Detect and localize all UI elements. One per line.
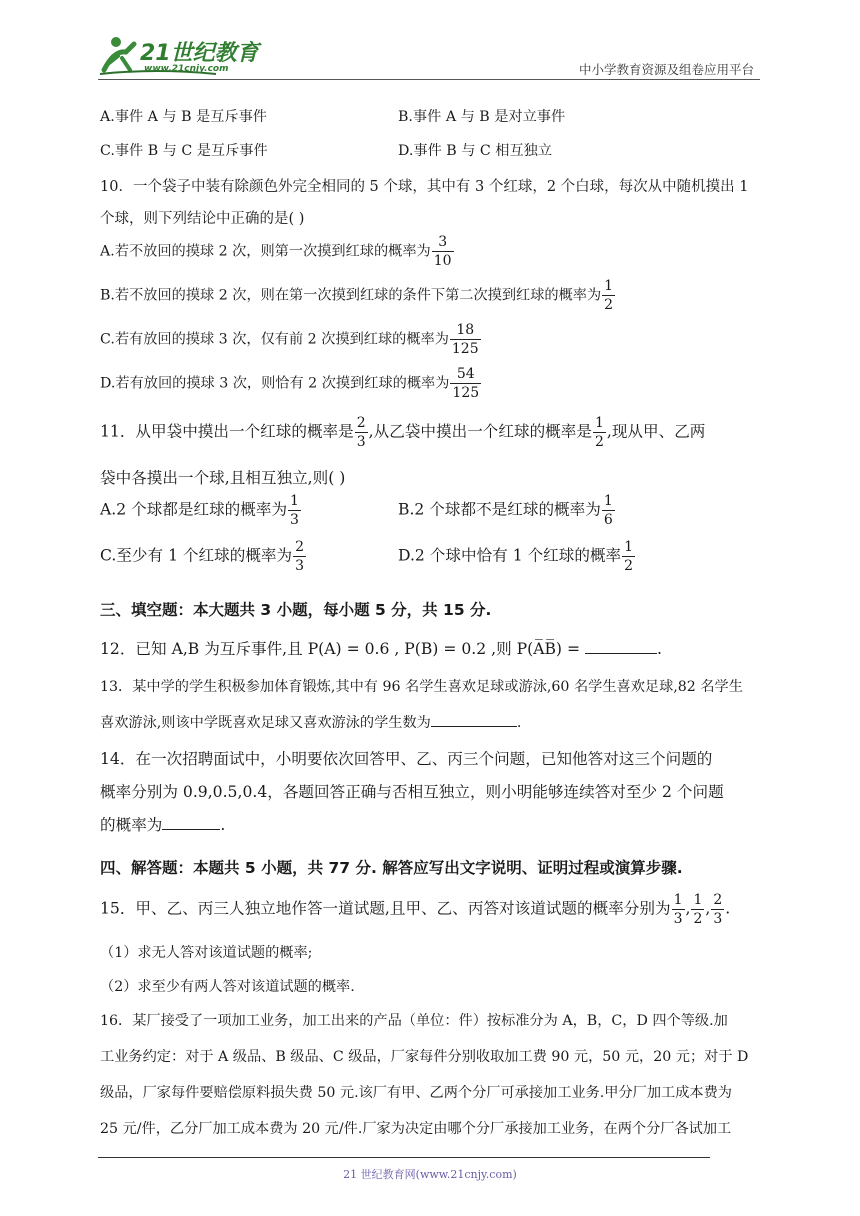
- q11-option-a: [100, 494, 302, 527]
- header-platform-text: 中小学教育资源及组卷应用平台: [578, 62, 754, 77]
- q11-stem-line1: [100, 416, 705, 449]
- logo-url: www.21cnjy.com: [144, 64, 229, 74]
- denominator: 2: [594, 434, 604, 450]
- q15-part-2: （2）求至少有两人答对该道试题的概率.: [100, 979, 355, 995]
- q11-option-d: [398, 540, 636, 573]
- fraction: [602, 494, 615, 527]
- denominator: 3: [295, 558, 305, 574]
- q16-line3: 级品，厂家每件要赔偿原料损失费 50 元.该厂有甲、乙两个分厂可承接加工业务.甲分厂加工成本费为: [100, 1085, 732, 1101]
- numerator: 2: [356, 415, 366, 431]
- numerator: 1: [603, 493, 613, 509]
- q10-option-b-text: B.若不放回的摸球 2 次，则在第一次摸到红球的条件下第二次摸到红球的概率为: [100, 287, 602, 304]
- denominator: 3: [713, 911, 723, 927]
- denominator: 10: [433, 253, 452, 269]
- footer-divider: [98, 1157, 710, 1158]
- q14-end: .: [220, 816, 226, 834]
- q12-end: .: [656, 640, 662, 658]
- fraction: [711, 893, 724, 926]
- fraction: [293, 540, 306, 573]
- fraction: [593, 416, 606, 449]
- denominator: 2: [624, 558, 634, 574]
- q14-line1: 14．在一次招聘面试中，小明要依次回答甲、乙、丙三个问题，已知他答对这三个问题的: [100, 750, 713, 768]
- denominator: 2: [604, 297, 614, 313]
- q10-option-d: [100, 367, 482, 400]
- q13-line1: 13．某中学的学生积极参加体育锻炼,其中有 96 名学生喜欢足球或游泳,60 名学生喜欢足球,82 名学生: [100, 679, 743, 695]
- answer-blank[interactable]: [431, 714, 517, 727]
- q11-option-c-text: C.至少有 1 个红球的概率为: [100, 546, 293, 565]
- q11-stem-line2: 袋中各摸出一个球,且相互独立,则( ): [100, 469, 346, 487]
- q13-end: .: [516, 715, 522, 731]
- q11-text-3: ,现从甲、乙两: [606, 422, 706, 441]
- section-3-heading: 三、填空题：本大题共 3 小题，每小题 5 分，共 15 分.: [100, 601, 492, 619]
- numerator: 1: [604, 278, 614, 294]
- numerator: 1: [594, 415, 604, 431]
- numerator: 1: [290, 493, 299, 509]
- q10-stem-line1: 10．一个袋子中装有除颜色外完全相同的 5 个球，其中有 3 个红球，2 个白球，每次从中随机摸出 1: [100, 179, 749, 195]
- fraction: [288, 494, 301, 527]
- denominator: 125: [451, 341, 479, 357]
- q11-option-b-text: B.2 个球都不是红球的概率为: [398, 500, 601, 519]
- q16-line4: 25 元/件，乙分厂加工成本费为 20 元/件.厂家为决定由哪个分厂承接加工业务，在两个分厂各试加工: [100, 1121, 732, 1137]
- numerator: 3: [438, 234, 448, 250]
- q16-line1: 16．某厂接受了一项加工业务，加工出来的产品（单位：件）按标准分为 A，B，C，D 四个等级.加: [100, 1013, 728, 1029]
- q10-option-c: [100, 323, 482, 356]
- fraction: [672, 893, 685, 926]
- q11-option-d-text: D.2 个球中恰有 1 个红球的概率: [398, 546, 622, 565]
- fraction: [602, 279, 615, 312]
- separator: ,: [685, 899, 691, 918]
- q10-stem-line2: 个球，则下列结论中正确的是( ): [100, 211, 305, 227]
- q11-option-a-text: A.2 个球都是红球的概率为: [100, 500, 288, 519]
- q10-option-b: [100, 279, 616, 312]
- q16-line2: 工业务约定：对于 A 级品、B 级品、C 级品，厂家每件分别收取加工费 90 元，50 元，20 元；对于 D: [100, 1049, 749, 1065]
- q13-text: 喜欢游泳,则该中学既喜欢足球又喜欢游泳的学生数为: [100, 715, 431, 731]
- numerator: 18: [456, 322, 475, 338]
- q9-option-a: A.事件 A 与 B 是互斥事件: [100, 109, 267, 125]
- q12-text: 12．已知 A,B 为互斥事件,且 P(A) = 0.6 , P(B) = 0.2 ,则 P(A̅B̅) =: [100, 640, 585, 658]
- q14-line2: 概率分别为 0.9,0.5,0.4，各题回答正确与否相互独立，则小明能够连续答对至少 2 个问题: [100, 783, 724, 801]
- fraction: [691, 893, 704, 926]
- footer-text: 21 世纪教育网(www.21cnjy.com): [343, 1168, 517, 1181]
- denominator: 3: [356, 434, 366, 450]
- answer-blank[interactable]: [585, 641, 657, 654]
- site-logo: [96, 30, 266, 80]
- q11-option-c: [100, 540, 307, 573]
- numerator: 1: [673, 892, 683, 908]
- q15-stem: [100, 893, 730, 926]
- fraction: [432, 235, 454, 268]
- numerator: 54: [456, 366, 475, 382]
- logo-text: 21世纪教育: [140, 41, 259, 66]
- q9-option-d: D.事件 B 与 C 相互独立: [398, 143, 553, 159]
- fraction: [622, 540, 635, 573]
- denominator: 3: [673, 911, 683, 927]
- q15-part-1: （1）求无人答对该道试题的概率;: [100, 945, 313, 961]
- denominator: 3: [290, 512, 299, 528]
- q9-option-b: B.事件 A 与 B 是对立事件: [398, 109, 566, 125]
- q11-option-b: [398, 494, 616, 527]
- header-divider: [98, 79, 760, 80]
- numerator: 2: [713, 892, 723, 908]
- q14-line3: [100, 813, 225, 835]
- q13-line2: [100, 712, 521, 732]
- q10-option-a: [100, 235, 455, 268]
- section-4-heading: 四、解答题：本题共 5 小题，共 77 分. 解答应写出文字说明、证明过程或演算步骤.: [100, 859, 683, 877]
- q14-text: 的概率为: [100, 816, 163, 834]
- fraction: [355, 416, 368, 449]
- numerator: 2: [295, 539, 305, 555]
- denominator: 125: [452, 385, 480, 401]
- q10-option-a-text: A.若不放回的摸球 2 次，则第一次摸到红球的概率为: [100, 243, 431, 260]
- separator: ,: [705, 899, 711, 918]
- q15-text: 15．甲、乙、丙三人独立地作答一道试题,且甲、乙、丙答对该道试题的概率分别为: [100, 899, 671, 918]
- q15-end: .: [725, 899, 731, 918]
- answer-blank[interactable]: [162, 817, 220, 830]
- denominator: 2: [693, 911, 703, 927]
- fraction: [450, 367, 481, 400]
- denominator: 6: [603, 512, 613, 528]
- q9-option-c: C.事件 B 与 C 是互斥事件: [100, 143, 268, 159]
- numerator: 1: [624, 539, 634, 555]
- fraction: [450, 323, 481, 356]
- numerator: 1: [693, 892, 703, 908]
- q12: [100, 637, 662, 659]
- q10-option-d-text: D.若有放回的摸球 3 次，则恰有 2 次摸到红球的概率为: [100, 375, 450, 392]
- q11-text-2: ,从乙袋中摸出一个红球的概率是: [368, 422, 592, 441]
- q11-text-1: 11．从甲袋中摸出一个红球的概率是: [100, 422, 354, 441]
- q10-option-c-text: C.若有放回的摸球 3 次，仅有前 2 次摸到红球的概率为: [100, 331, 449, 348]
